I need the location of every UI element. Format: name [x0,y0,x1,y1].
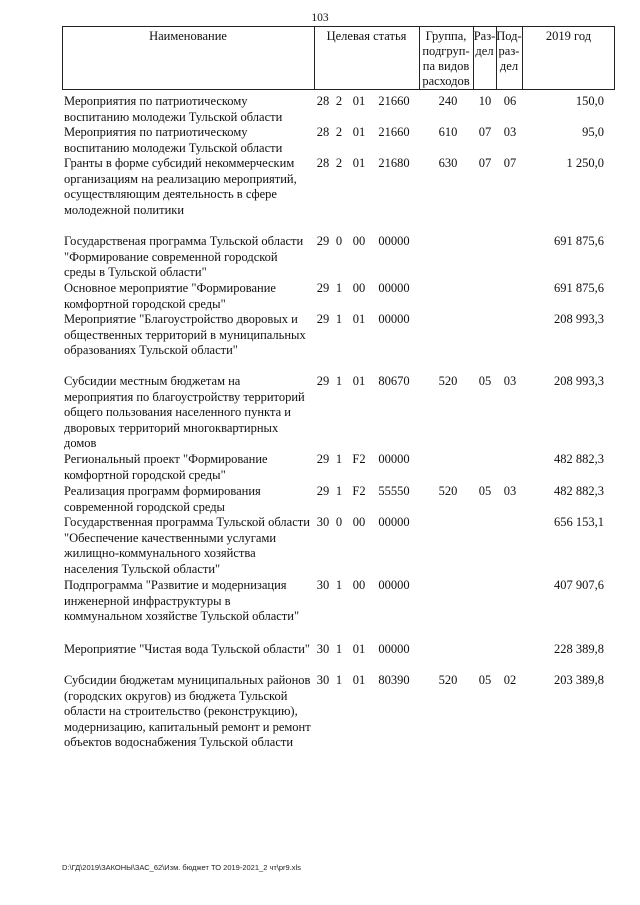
header-subsection: Под- раз- дел [496,29,522,73]
header-section: Раз- дел [473,29,496,58]
page-number: 103 [311,12,329,24]
header-year: 2019 год [545,29,592,43]
row-name: Мероприятия по патриотическому воспитанию молодежи Тульской области [64,125,283,155]
row-name: Субсидии бюджетам муниципальных районов (городских округов) из бюджета Тульской области на строительство (реконструкцию), модернизацию, капитальный ремонт и ремонт объектов водоснабжения Тульской области [64,673,311,749]
row-name: Региональный проект "Формирование комфортной городской среды" [64,452,268,482]
row-amount: 482 882,3 [554,484,604,498]
row-amount: 208 993,3 [554,374,604,388]
row-name: Гранты в форме субсидий некоммерческим организациям на реализацию мероприятий, осуществляющим деятельность в сфере молодежной политики [64,156,297,217]
row-amount: 1 250,0 [566,156,604,170]
row-amount: 208 993,3 [554,312,604,326]
row-amount: 691 875,6 [554,281,604,295]
row-amount: 150,0 [575,94,604,108]
row-name: Субсидии местным бюджетам на мероприятия по благоустройству территорий общего пользования населенного пункта и дворовых территорий многоквартирных домов [64,374,305,450]
row-name: Государственная программа Тульской области "Обеспечение качественными услугами жилищно-коммунального хозяйства населения Тульской области" [64,515,310,576]
row-name: Мероприятие "Чистая вода Тульской области" [64,642,311,656]
row-name: Государственая программа Тульской области "Формирование современной городской среды в Тульской области" [64,234,304,279]
row-amount: 482 882,3 [554,452,604,466]
header-target-article: Целевая статья [326,29,407,43]
row-amount: 656 153,1 [554,515,604,529]
header-group: Группа, подгруп- па видов расходов [422,29,470,88]
row-amount: 228 389,8 [554,642,604,656]
row-name: Мероприятие "Благоустройство дворовых и общественных территорий в муниципальных образованиях Тульской области" [64,312,306,357]
row-name: Подпрограмма "Развитие и модернизация инженерной инфраструктуры в коммунальном хозяйстве Тульской области" [64,578,300,623]
row-amount: 203 389,8 [554,673,604,687]
file-path-footer: D:\ГД\2019\ЗАКОНЫ\ЗАС_62\Изм. бюджет ТО 2019-2021_2 чт\pr9.xls [62,863,301,872]
header-name: Наименование [149,29,227,43]
row-amount: 407 907,6 [554,578,604,592]
row-amount: 691 875,6 [554,234,604,248]
row-name: Реализация программ формирования современной городской среды [64,484,261,514]
row-name: Основное мероприятие "Формирование комфортной городской среды" [64,281,276,311]
row-name: Мероприятия по патриотическому воспитанию молодежи Тульской области [64,94,283,124]
row-amount: 95,0 [582,125,604,139]
